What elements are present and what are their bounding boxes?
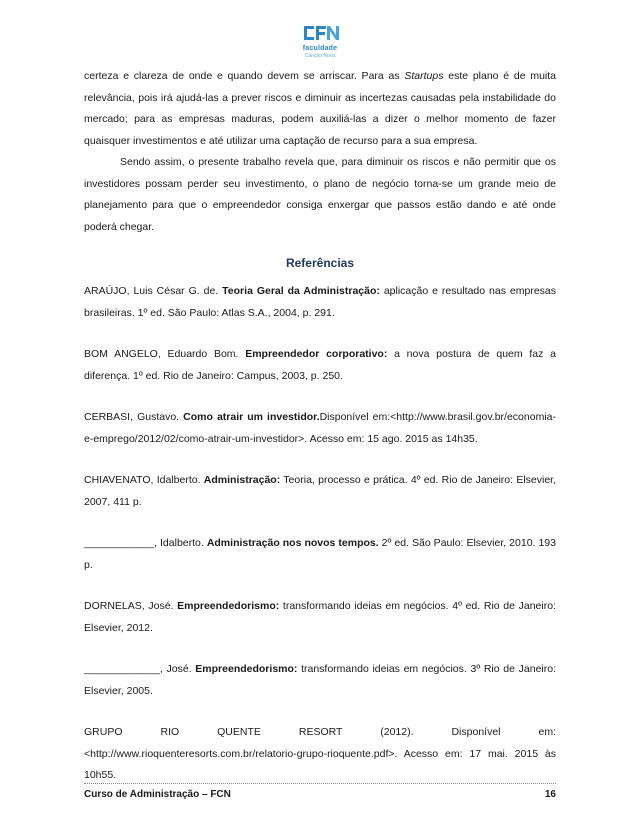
references-list	[84, 281, 556, 787]
reference-entry: GRUPO RIO QUENTE RESORT (2012). Disponível em: <http://www.rioquenteresorts.com.br/relatorio-grupo-rioquente.pdf>. Acesso em: 17 mai. 2015 às 10h55.	[84, 726, 556, 781]
logo-text-faculdade: faculdade	[302, 45, 338, 52]
reference-entry: CHIAVENATO, Idalberto. Administração: Teoria, processo e prática. 4º ed. Rio de Janeiro: Elsevier, 2007, 411 p.	[84, 474, 556, 508]
paragraph: certeza e clareza de onde e quando devem se arriscar. Para as Startups este plano é de muita relevância, pois irá ajudá-las a prever riscos e diminuir as incertezas causadas pela instabilidade do mercado; para as empresas maduras, podem auxiliá-las a dizer o melhor momento de fazer quaisquer investimentos e até utilizar uma captação de recurso para a sua empresa.	[84, 70, 556, 147]
reference-entry: BOM ANGELO, Eduardo Bom. Empreendedor corporativo: a nova postura de quem faz a diferença. 1º ed. Rio de Janeiro: Campus, 2003, p. 250.	[84, 348, 556, 382]
reference-entry: ARAÚJO, Luis César G. de. Teoria Geral da Administração: aplicação e resultado nas empresas brasileiras. 1º ed. São Paulo: Atlas S.A., 2004, p. 291.	[84, 285, 557, 319]
reference-entry: DORNELAS, José. Empreendedorismo: transformando ideias em negócios. 4º ed. Rio de Janeiro: Elsevier, 2012.	[84, 600, 556, 634]
page-number: 16	[544, 789, 556, 800]
references-heading: Referências	[285, 256, 355, 270]
document-body	[84, 66, 556, 807]
footer-divider	[84, 783, 556, 784]
footer-course-name: Curso de Administração – FCN	[84, 789, 231, 800]
logo-text-cancao-nova: Canção Nova	[304, 53, 336, 59]
reference-entry: CERBASI, Gustavo. Como atrair um investidor.Disponível em:<http://www.brasil.gov.br/economia-e-emprego/2012/02/como-atrair-um-investidor>. Acesso em: 15 ago. 2015 as 14h35.	[84, 411, 556, 445]
reference-entry: ____________, Idalberto. Administração nos novos tempos. 2º ed. São Paulo: Elsevier, 2010. 193 p.	[84, 537, 556, 571]
paragraph: Sendo assim, o presente trabalho revela que, para diminuir os riscos e não permitir que os investidores possam perder seu investimento, o plano de negócio torna-se um grande meio de planejamento para que o empreendedor consiga enxergar que passos estão dando e até onde poderá chegar.	[84, 156, 556, 233]
reference-entry: _____________, José. Empreendedorismo: transformando ideias em negócios. 3º Rio de Janeiro: Elsevier, 2005.	[84, 663, 556, 697]
cfn-logo-icon	[296, 22, 344, 44]
faculty-logo	[296, 22, 344, 62]
